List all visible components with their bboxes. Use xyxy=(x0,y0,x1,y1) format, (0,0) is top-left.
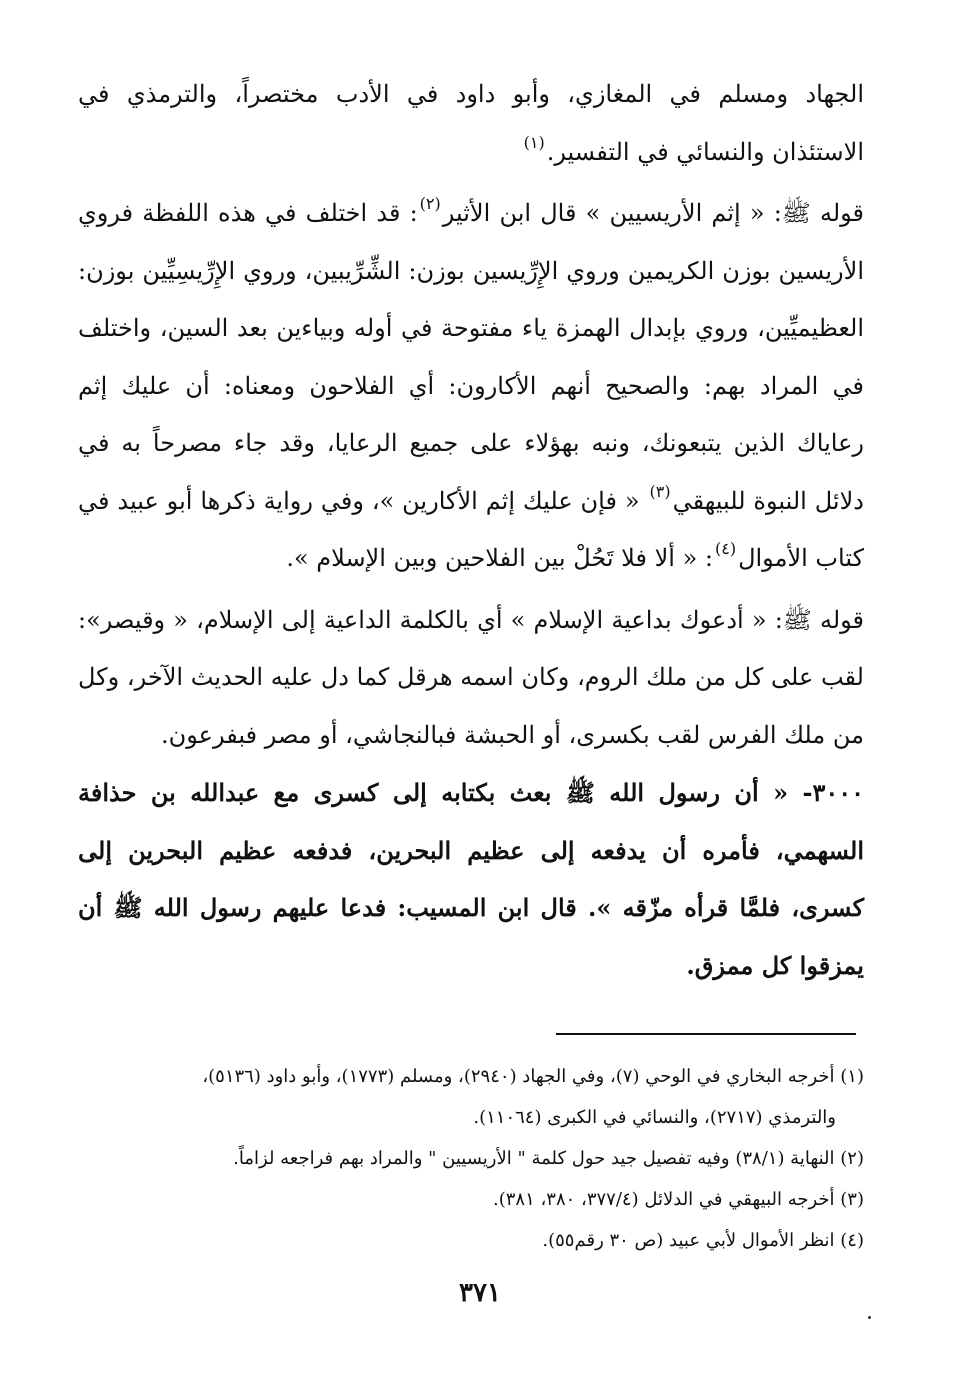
paragraph-text: : قد اختلف في هذه اللفظة فروي الأريسين بوزن الكريمين وروي الإِرِّيسين بوزن: الشِّرِّيبين، وروي الإِرِّيسِيِّين بوزن: العظيميِّين، وروي بإبدال الهمزة ياء مفتوحة في أوله وبياءين بعد السين، واختلف في المراد بهم: والصحيح أنهم الأكارون: أي الفلاحون ومعناه: أن عليك إثم رعاياك الذين يتبعونك، ونبه بهؤلاء على جميع الرعايا، وقد جاء مصرحاً به في دلائل النبوة للبيهقي xyxy=(78,199,864,515)
paragraph-takhrij xyxy=(78,66,864,181)
footnote-1-continued: والترمذي (٢٧١٧)، والنسائي في الكبرى (١١٠٦٤). xyxy=(473,1107,836,1128)
footnote-ref-3: (٣) xyxy=(649,481,671,501)
footnote-ref-2: (٢) xyxy=(419,194,441,213)
footnote-3: (٣) أخرجه البيهقي في الدلائل (٣٧٧/٤، ٣٨٠، ٣٨١). xyxy=(493,1189,864,1210)
page-number: ٣٧١ xyxy=(459,1278,501,1308)
paragraph-text: قوله ﷺ: « أدعوك بداعية الإسلام » أي بالكلمة الداعية إلى الإسلام، « وقيصر»: لقب على كل من ملك الروم، وكان اسمه هرقل كما دل عليه الحديث الآخر، وكل من ملك الفرس لقب بكسرى، أو الحبشة فبالنجاشي، أو مصر فبفرعون. xyxy=(78,605,864,749)
hadith-3000 xyxy=(78,764,864,994)
paragraph-qaysar xyxy=(78,592,864,765)
footnote-2: (٢) النهاية (٣٨/١) وفيه تفصيل جيد حول كلمة " الأريسيين " والمراد بهم فراجعه لزاماً. xyxy=(233,1148,864,1169)
hadith-text: ٣٠٠٠- « أن رسول الله ﷺ بعث بكتابه إلى كسرى مع عبدالله بن حذافة السهمي، فأمره أن يدفعه إلى عظيم البحرين، فدفعه عظيم البحرين إلى كسرى، فلمَّا قرأه مزّقه ». قال ابن المسيب: فدعا عليهم رسول الله ﷺ أن يمزقوا كل ممزق. xyxy=(78,778,865,980)
footnote-separator xyxy=(556,1033,856,1035)
paragraph-text: : « ألا فلا تَحُلْ بين الفلاحين وبين الإسلام ». xyxy=(286,544,713,572)
paragraph-text: « فإن عليك إثم الأكارين »، وفي رواية ذكرها أبو عبيد في كتاب الأموال xyxy=(78,486,864,572)
footnotes xyxy=(78,1056,864,1261)
paragraph-arisiyin xyxy=(78,185,864,588)
scan-speck xyxy=(868,1316,871,1319)
footnote-4: (٤) انظر الأموال لأبي عبيد (ص ٣٠ رقم٥٥). xyxy=(542,1230,864,1251)
footnote-ref-1: (١) xyxy=(523,132,545,152)
footnote-ref-4: (٤) xyxy=(714,539,737,558)
paragraph-text: قوله ﷺ: « إثم الأريسيين » قال ابن الأثير xyxy=(442,199,865,227)
main-text xyxy=(78,66,864,994)
footnote-1: (١) أخرجه البخاري في الوحي (٧)، وفي الجهاد (٢٩٤٠)، ومسلم (١٧٧٣)، وأبو داود (٥١٣٦)، xyxy=(202,1066,864,1087)
paragraph-text: الجهاد ومسلم في المغازي، وأبو داود في الأدب مختصراً، والترمذي في الاستئذان والنسائي في التفسير. xyxy=(78,80,864,166)
